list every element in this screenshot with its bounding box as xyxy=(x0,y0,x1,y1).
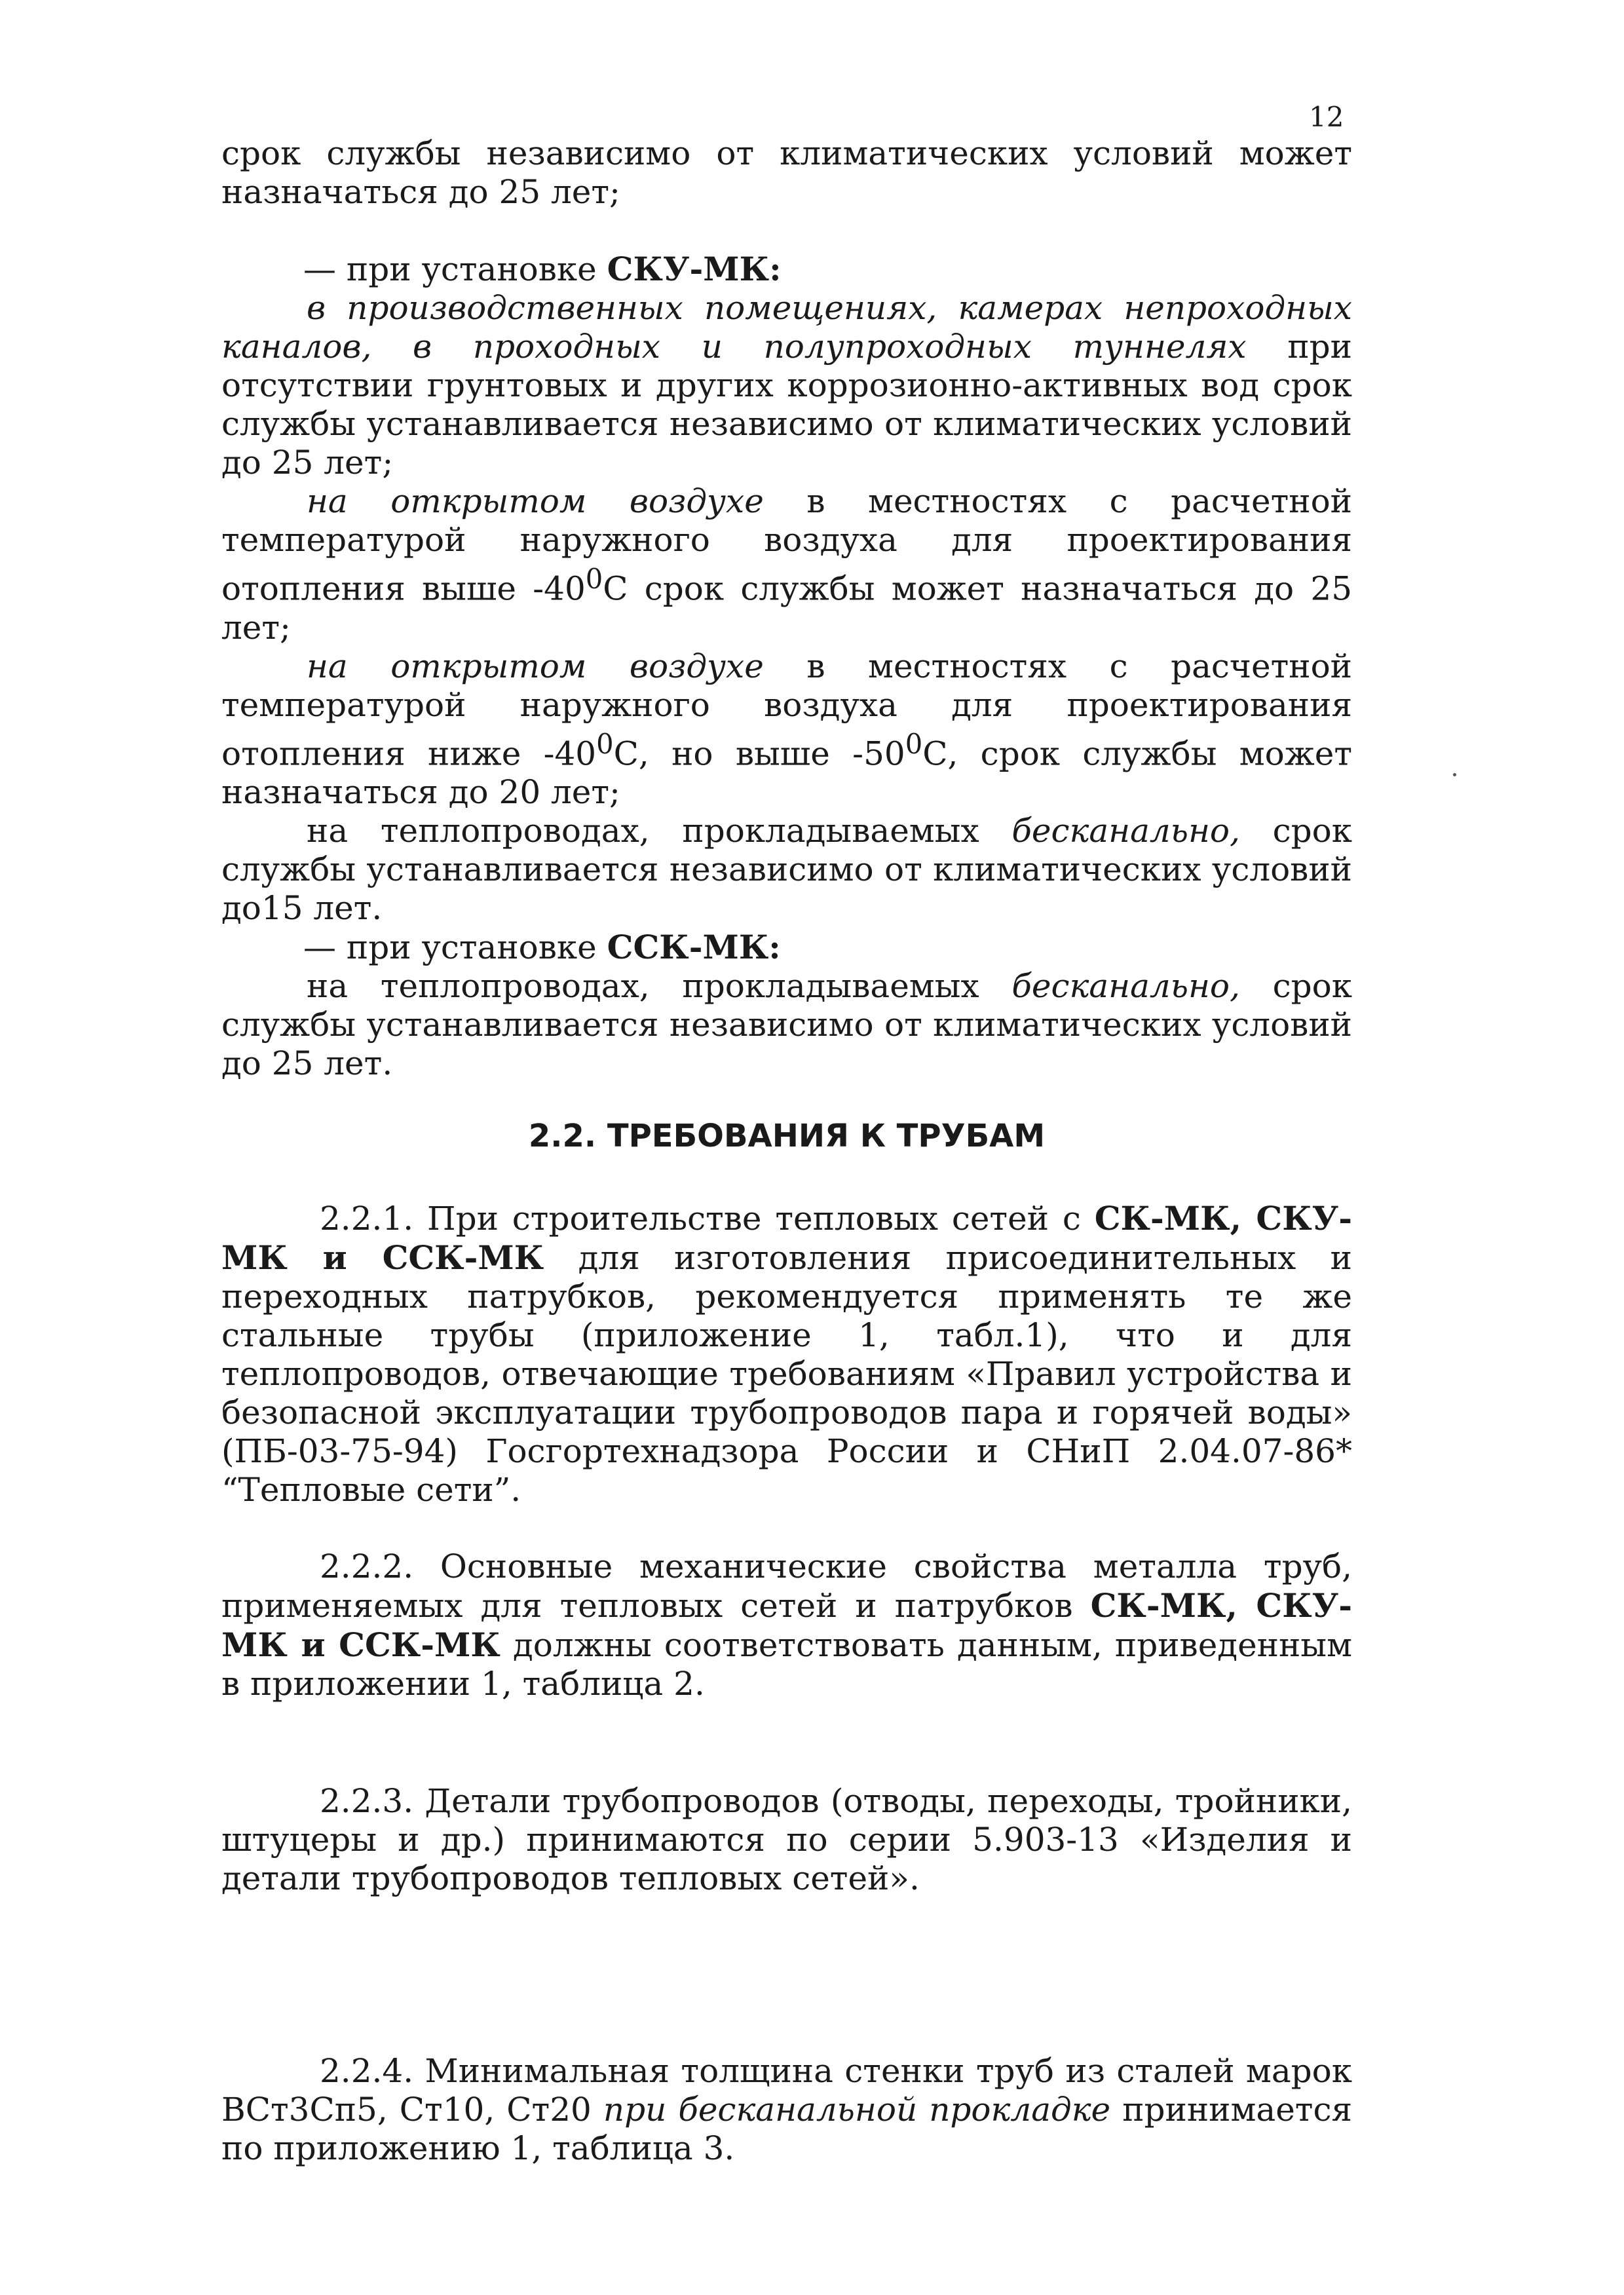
paragraph-2-2-1 xyxy=(221,1199,1352,1509)
text: на теплопроводах, прокладываемых xyxy=(307,967,1012,1006)
paragraph-sku-indoor xyxy=(221,289,1352,482)
degree-superscript: 0 xyxy=(596,727,614,760)
text: для изготовления присоединительных и переходных патрубков, рекомендуется применять те же стальные трубы (приложение 1, табл.1), что и для теплопроводов, отвечающие требованиям «Правил устройства и безопасной эксплуатации трубопроводов пара и горячей воды» (ПБ-03-75-94) Госгортехнадзора России и СНиП 2.04.07-86* “Тепловые сети”. xyxy=(221,1239,1352,1509)
text: в местностях с расчетной температурой наружного воздуха для проектирования отопления выше -40 xyxy=(221,482,1352,608)
paragraph-2-2-3 xyxy=(221,1782,1352,1898)
document-body xyxy=(221,134,1352,2168)
scan-speck xyxy=(1453,773,1456,776)
italic-text: при бесканальной прокладке xyxy=(603,2091,1111,2129)
italic-text: бесканально, xyxy=(1011,812,1240,850)
text: 2.2.4. Минимальная толщина стенки труб из сталей марок ВСт3Сп5, Ст10, Ст20 xyxy=(221,2052,1352,2129)
text: С, срок службы может назначаться до 20 лет; xyxy=(221,734,1352,812)
italic-text: на открытом воздухе xyxy=(307,647,764,685)
text: на теплопроводах, прокладываемых xyxy=(307,812,1012,850)
italic-text: в производственных помещениях, камерах непроходных каналов, в проходных и полупроходных туннелях xyxy=(221,289,1352,366)
text: С, но выше -50 xyxy=(613,734,905,773)
paragraph-2-2-4 xyxy=(221,2052,1352,2168)
paragraph-ssk-heading xyxy=(221,928,1352,967)
text: 2.2.1. При строительстве тепловых сетей с xyxy=(320,1200,1095,1238)
paragraph-sku-outdoor-above-40 xyxy=(221,482,1352,647)
text: срок службы устанавливается независимо от климатических условий до 25 лет. xyxy=(221,967,1352,1083)
sku-mk-label: СКУ-МК: xyxy=(607,250,782,288)
paragraph-sku-channelless xyxy=(221,812,1352,928)
dash-text: — при установке xyxy=(303,928,607,967)
section-heading: 2.2. ТРЕБОВАНИЯ К ТРУБАМ xyxy=(528,1118,1046,1155)
paragraph-2-2-2 xyxy=(221,1547,1352,1703)
degree-superscript: 0 xyxy=(585,563,603,595)
text: в местностях с расчетной температурой наружного воздуха для проектирования отопления ниже -40 xyxy=(221,647,1352,773)
paragraph-service-life-intro xyxy=(221,134,1352,212)
paragraph-sku-heading xyxy=(221,250,1352,289)
text: срок службы независимо от климатических условий может назначаться до 25 лет; xyxy=(221,134,1352,211)
text: С срок службы может назначаться до 25 лет; xyxy=(221,569,1353,647)
degree-superscript: 0 xyxy=(905,727,923,760)
italic-text: бесканально, xyxy=(1011,967,1240,1006)
bold-text: СК-МК, СКУ-МК и ССК-МК xyxy=(221,1199,1353,1278)
text: срок службы устанавливается независимо от климатических условий до15 лет. xyxy=(221,812,1352,928)
text: 2.2.2. Основные механические свойства металла труб, применяемых для тепловых сетей и патрубков xyxy=(221,1547,1352,1625)
text: при отсутствии грунтовых и других коррозионно-активных вод срок службы устанавливается независимо от климатических условий до 25 лет; xyxy=(221,328,1352,482)
bold-text: СК-МК, СКУ-МК и ССК-МК xyxy=(221,1586,1352,1665)
ssk-mk-label: ССК-МК: xyxy=(607,928,781,967)
text: 2.2.3. Детали трубопроводов (отводы, переходы, тройники, штуцеры и др.) принимаются по серии 5.903-13 «Изделия и детали трубопроводов тепловых сетей». xyxy=(221,1782,1352,1898)
italic-text: на открытом воздухе xyxy=(307,482,764,520)
dash-text: — при установке xyxy=(303,250,607,288)
text: принимается по приложению 1, таблица 3. xyxy=(221,2091,1353,2168)
page-number: 12 xyxy=(1309,101,1344,133)
text: должны соответствовать данным, приведенным в приложении 1, таблица 2. xyxy=(221,1626,1352,1703)
paragraph-sku-outdoor-below-40 xyxy=(221,647,1352,812)
paragraph-ssk-channelless xyxy=(221,967,1352,1083)
